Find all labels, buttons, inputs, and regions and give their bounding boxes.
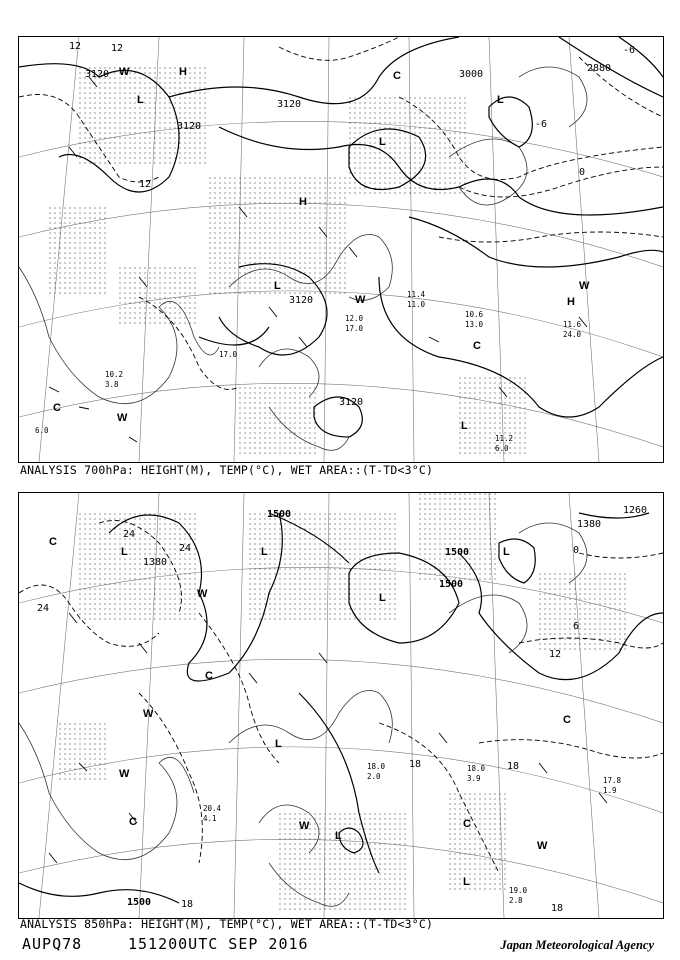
low-marker: L [497, 94, 504, 106]
height-label: 1500 [445, 547, 470, 558]
warm-marker: W [355, 294, 366, 306]
temp-label: 12 [69, 41, 82, 52]
low-marker: L [261, 546, 268, 558]
height-label: 1500 [439, 579, 464, 590]
station-value: 17.0 [219, 350, 238, 359]
low-marker: L [461, 420, 468, 432]
station-value: 24.0 [563, 330, 582, 339]
station-value: 18.0 [367, 762, 386, 771]
station-value: 3.8 [105, 380, 119, 389]
height-label: 1500 [127, 897, 152, 908]
station-value: 2.8 [509, 896, 523, 905]
temp-label: -6 [623, 45, 636, 56]
temp-label: 12 [549, 649, 562, 660]
temp-label: -6 [535, 119, 548, 130]
station-value: 13.0 [465, 320, 484, 329]
map-850hpa-panel [18, 492, 664, 919]
low-marker: L [275, 738, 282, 750]
warm-marker: W [143, 708, 154, 720]
height-label: 3120 [289, 295, 314, 306]
station-value: 18.0 [467, 764, 486, 773]
height-label: 3120 [277, 99, 302, 110]
valid-time: 151200UTC SEP 2016 [128, 935, 309, 953]
height-label: 2880 [587, 63, 612, 74]
temp-label: 6 [573, 621, 580, 632]
height-label: 3120 [339, 397, 364, 408]
map-700hpa-panel [18, 36, 664, 463]
warm-marker: W [119, 768, 130, 780]
temp-label: 24 [37, 603, 50, 614]
warm-marker: W [197, 588, 208, 600]
station-value: 6.0 [495, 444, 509, 453]
height-label: 3000 [459, 69, 484, 80]
station-value: 6.0 [35, 426, 49, 435]
wet-area-stipple [49, 67, 529, 457]
low-marker: L [137, 94, 144, 106]
low-marker: L [379, 592, 386, 604]
map-700hpa-canvas [19, 37, 663, 462]
station-value: 11.4 [407, 290, 426, 299]
temp-label: 12 [111, 43, 124, 54]
cold-marker: C [393, 70, 401, 82]
station-value: 3.9 [467, 774, 481, 783]
cold-marker: C [129, 816, 137, 828]
station-value: 10.6 [465, 310, 484, 319]
temp-label: 0 [579, 167, 586, 178]
station-value: 17.0 [345, 324, 364, 333]
low-marker: L [335, 830, 342, 842]
station-value: 19.0 [509, 886, 528, 895]
station-value: 1.9 [603, 786, 617, 795]
low-marker: L [121, 546, 128, 558]
cold-marker: C [53, 402, 61, 414]
height-label: 1380 [577, 519, 602, 530]
temp-label: 24 [179, 543, 192, 554]
height-label: 1380 [143, 557, 168, 568]
low-marker: L [379, 136, 386, 148]
station-value: 2.0 [367, 772, 381, 781]
height-label: 1500 [267, 509, 292, 520]
caption-850hpa: ANALYSIS 850hPa: HEIGHT(M), TEMP(°C), WET AREA::(T-TD<3°C) [20, 917, 434, 931]
temp-label: 18 [409, 759, 422, 770]
station-value: 10.2 [105, 370, 124, 379]
chart-code: AUPQ78 [22, 935, 83, 953]
station-value: 4.1 [203, 814, 217, 823]
temp-label: 18 [181, 899, 194, 910]
high-marker: H [299, 196, 307, 208]
high-marker: H [567, 296, 575, 308]
station-value: 17.8 [603, 776, 622, 785]
height-label: 1260 [623, 505, 648, 516]
temp-label: 0 [573, 545, 580, 556]
cold-marker: C [205, 670, 213, 682]
station-value: 11.2 [495, 434, 514, 443]
cold-marker: C [463, 818, 471, 830]
station-value: 20.4 [203, 804, 222, 813]
low-marker: L [503, 546, 510, 558]
map-850hpa-canvas [19, 493, 663, 918]
temp-label: 18 [551, 903, 564, 914]
agency-name: Japan Meteorological Agency [500, 938, 654, 952]
height-label: 3120 [177, 121, 202, 132]
temp-label: 18 [507, 761, 520, 772]
low-marker: L [274, 280, 281, 292]
station-value: 12.0 [345, 314, 364, 323]
station-value: 11.0 [407, 300, 426, 309]
cold-marker: C [49, 536, 57, 548]
cold-marker: C [563, 714, 571, 726]
height-label: 3120 [85, 69, 110, 80]
low-marker: L [463, 876, 470, 888]
high-marker: H [179, 66, 187, 78]
warm-marker: W [117, 412, 128, 424]
caption-700hpa: ANALYSIS 700hPa: HEIGHT(M), TEMP(°C), WET AREA::(T-TD<3°C) [20, 463, 434, 477]
warm-marker: W [537, 840, 548, 852]
warm-marker: W [579, 280, 590, 292]
warm-marker: W [299, 820, 310, 832]
temp-label: 12 [139, 179, 152, 190]
cold-marker: C [473, 340, 481, 352]
station-value: 11.6 [563, 320, 582, 329]
temp-label: 24 [123, 529, 136, 540]
warm-marker: W [119, 66, 130, 78]
